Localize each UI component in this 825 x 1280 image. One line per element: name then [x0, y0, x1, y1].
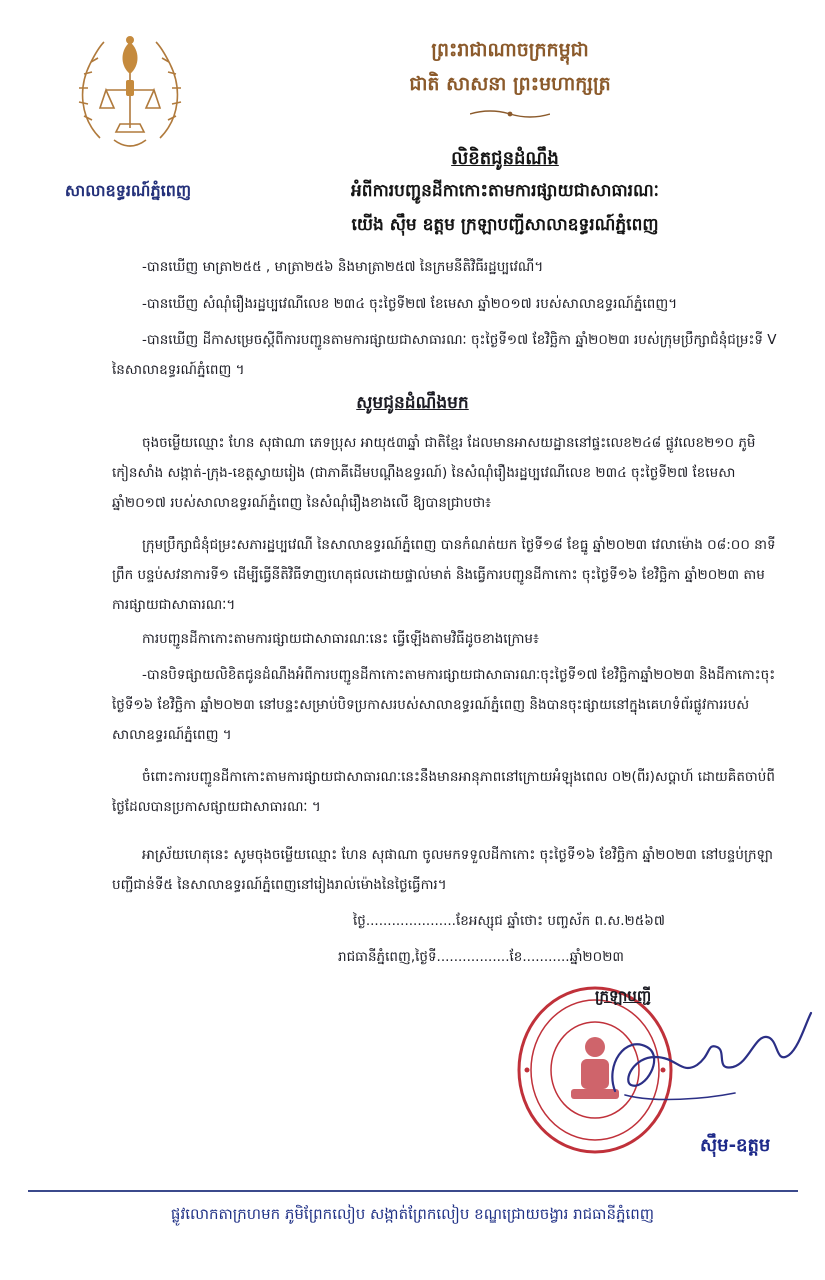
motto-kingdom: ព្រះរាជាណាចក្រកម្ពុជា: [431, 39, 589, 61]
issuer-line: យើង ស៊ឹម ឧត្តម ក្រឡាបញ្ជីសាលាឧទ្ធរណ៍ភ្នំពេញ: [351, 215, 659, 235]
signer-title: ក្រឡាបញ្ជី: [595, 987, 652, 1005]
footer-divider: [28, 1190, 798, 1192]
body-paragraph-method: ការបញ្ជូនដីកាកោះតាមការផ្សាយជាសាធារណៈនេះ ធ្វើឡើងតាមវិធីដូចខាងក្រោម៖: [142, 631, 539, 647]
solar-date: រាជធានីភ្នំពេញ,ថ្ងៃទី.................ខែ...........ឆ្នាំ២០២៣: [338, 949, 624, 965]
document-title: លិខិតជូនដំណឹង: [451, 148, 559, 169]
body-paragraph-hearing: ក្រុមប្រឹក្សាជំនុំជម្រះសភារដ្ឋប្បវេណី នៃសាលាឧទ្ធរណ៍ភ្នំពេញ បានកំណត់យក ថ្ងៃទី១៨ ខែធ្នូ ឆ្នាំ២០២៣ វេលាម៉ោង ០៨:០០ នាទីព្រឹក បន្ទប់សវនាការទី១ ដើម្បីធ្វើនីតិវិធីទាញហេតុផលដោយផ្ទាល់មាត់ និងធ្វើការបញ្ជូនដីកាកោះ ចុះថ្ងៃទី១៦ ខែវិច្ឆិកា ឆ្នាំ២០២៣ តាមការផ្សាយជាសាធារណៈ។: [112, 537, 776, 613]
motto-nation: ជាតិ សាសនា ព្រះមហាក្សត្រ: [409, 73, 611, 95]
ornament-divider-icon: [470, 108, 550, 120]
document-subject: អំពីការបញ្ជូនដីកាកោះតាមការផ្សាយជាសាធារណៈ: [350, 181, 659, 201]
section-heading: សូមជូនដំណឹងមក: [356, 393, 469, 413]
signer-name: ស៊ឹម-ឧត្តម: [700, 1135, 771, 1156]
footer-address: ផ្លូវលោកតាក្រហមក ភូមិព្រែកលៀប សង្កាត់ព្រែកលៀប ខណ្ឌជ្រោយចង្វារ រាជធានីភ្នំពេញ: [170, 1205, 655, 1223]
recital-3: -បានឃើញ ដីកាសម្រេចស្តីពីការបញ្ជូនតាមការផ្សាយជាសាធារណៈ ចុះថ្ងៃទី១៧ ខែវិច្ឆិកា ឆ្នាំ២០២៣ របស់ក្រុមប្រឹក្សាជំនុំជម្រះទី V នៃសាលាឧទ្ធរណ៍ភ្នំពេញ ។: [112, 332, 777, 378]
court-name: សាលាឧទ្ធរណ៍ភ្នំពេញ: [64, 181, 192, 200]
body-paragraph-effect: ចំពោះការបញ្ជូនដីកាកោះតាមការផ្សាយជាសាធារណៈនេះនឹងមានអានុភាពនៅក្រោយអំឡុងពេល ០២(ពីរ)សប្តាហ៍ ដោយគិតចាប់ពីថ្ងៃដែលបានប្រកាសផ្សាយជាសាធារណៈ ។: [112, 769, 775, 815]
handwritten-signature: [585, 995, 815, 1105]
recital-1: -បានឃើញ មាត្រា២៥៥ , មាត្រា២៥៦ និងមាត្រា២៥៧ នៃក្រមនីតិវិធីរដ្ឋប្បវេណី។: [142, 259, 544, 275]
body-paragraph-summons: អាស្រ័យហេតុនេះ សូមចុងចម្លើយឈ្មោះ ហែន សុផាណា ចូលមកទទួលដីកាកោះ ចុះថ្ងៃទី១៦ ខែវិច្ឆិកា ឆ្នាំ២០២៣ នៅបន្ទប់ក្រឡាបញ្ជីជាន់ទី៥ នៃសាលាឧទ្ធរណ៍ភ្នំពេញនៅរៀងរាល់ម៉ោងនៃថ្ងៃធ្វើការ។: [112, 847, 774, 893]
body-paragraph-posting: -បានបិទផ្សាយលិខិតជូនដំណឹងអំពីការបញ្ជូនដីកាកោះតាមការផ្សាយជាសាធារណៈចុះថ្ងៃទី១៧ ខែវិច្ឆិកាឆ្នាំ២០២៣ និងដីកាកោះចុះថ្ងៃទី១៦ ខែវិច្ឆិកា ឆ្នាំ២០២៣ នៅបន្ទះសម្រាប់បិទប្រកាសរបស់សាលាឧទ្ធរណ៍ភ្នំពេញ និងបានចុះផ្សាយនៅក្នុងគេហទំព័រផ្លូវការរបស់សាលាឧទ្ធរណ៍ភ្នំពេញ ។: [112, 667, 776, 743]
body-paragraph-defendant: ចុងចម្លើយឈ្មោះ ហែន សុផាណា ភេទប្រុស អាយុ៥៣ឆ្នាំ ជាតិខ្មែរ ដែលមានអាសយដ្ឋាននៅផ្ទះលេខ២៤៨ ផ្លូវលេខ២១០ ភូមិកៀនសាំង សង្កាត់-ក្រុង-ខេត្តស្វាយរៀង (ជាភាគីដើមបណ្តឹងឧទ្ធរណ៍) នៃសំណុំរឿងរដ្ឋប្បវេណីលេខ ២៣៤ ចុះថ្ងៃទី២៧ ខែមេសា ឆ្នាំ២០១៧ របស់សាលាឧទ្ធរណ៍ភ្នំពេញ នៃសំណុំរឿងខាងលើ ឱ្យបានជ្រាបថា៖: [112, 435, 756, 511]
lunar-date: ថ្ងៃ.....................ខែអស្សុជ ឆ្នាំថោះ បញ្ចស័ក ព.ស.២៥៦៧: [353, 913, 665, 929]
recital-2: -បានឃើញ សំណុំរឿងរដ្ឋប្បវេណីលេខ ២៣៤ ចុះថ្ងៃទី២៧ ខែមេសា ឆ្នាំ២០១៧ របស់សាលាឧទ្ធរណ៍ភ្នំពេញ។: [142, 296, 678, 312]
court-emblem-icon: [70, 28, 190, 158]
